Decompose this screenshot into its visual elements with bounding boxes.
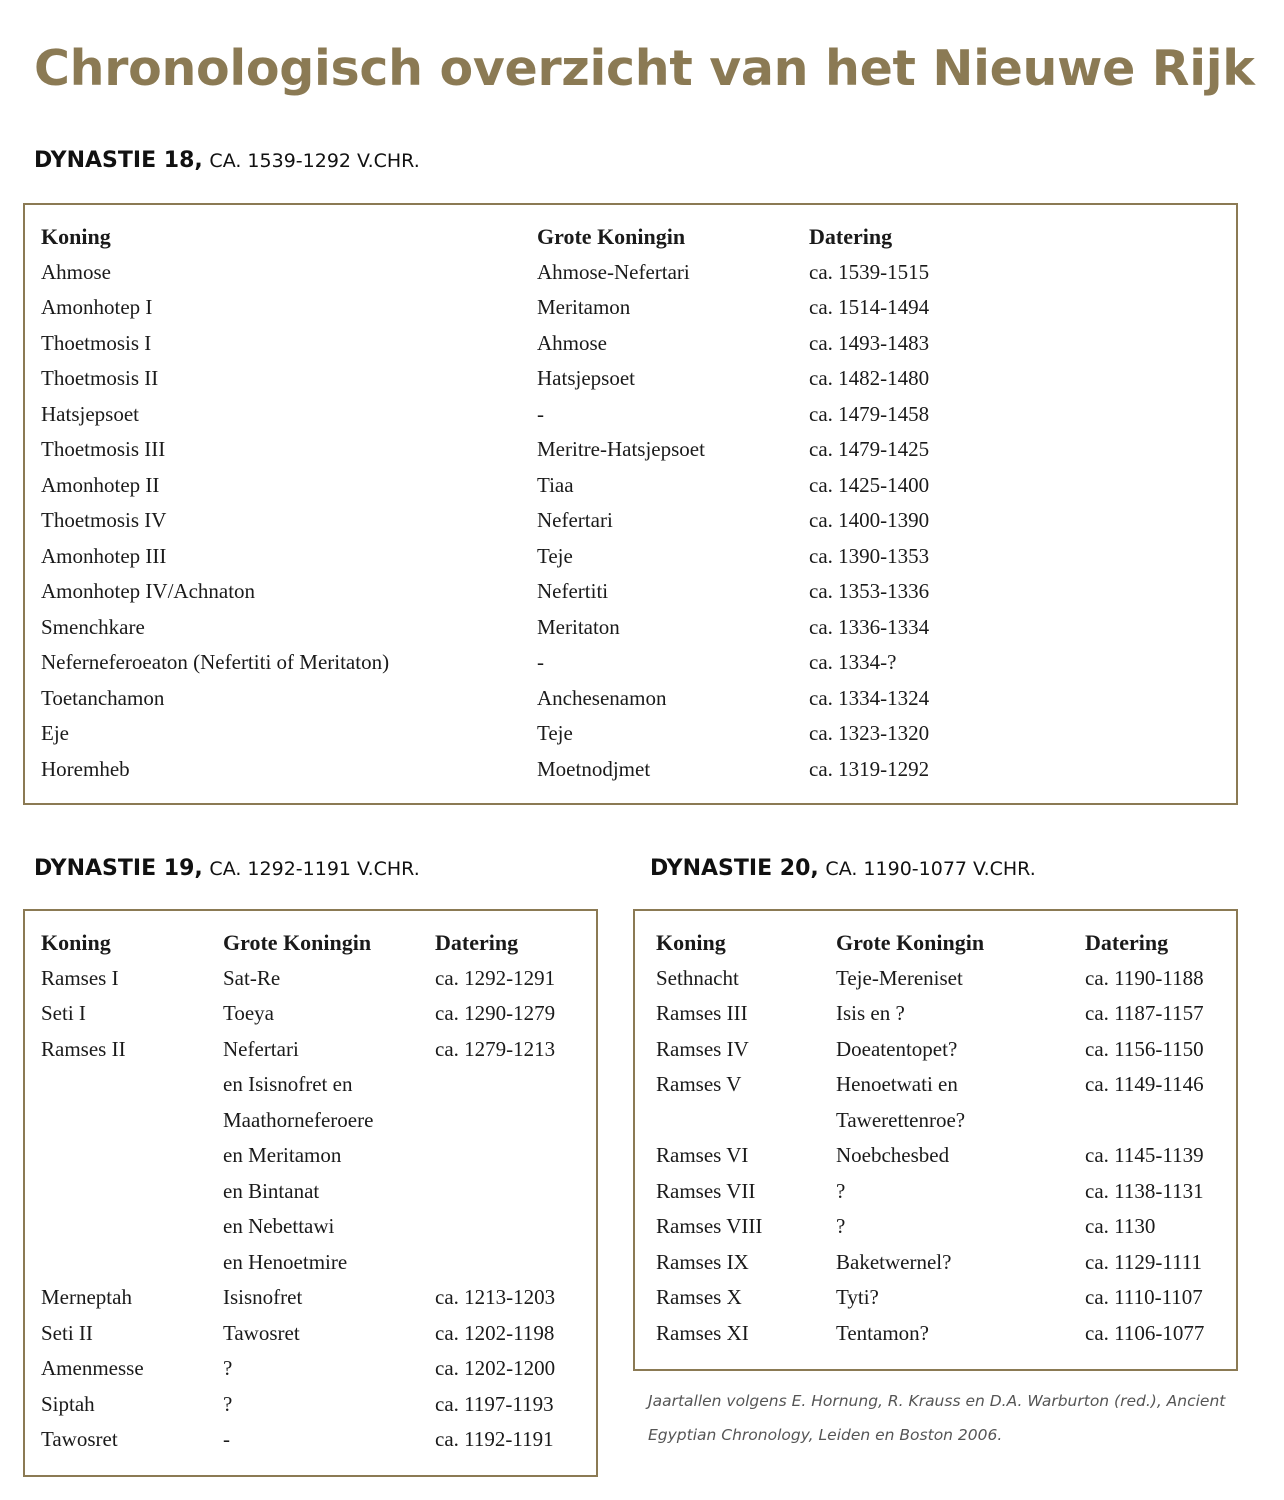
cell-koningin: ? <box>836 1178 846 1203</box>
cell-koning: Eje <box>41 721 69 745</box>
cell-koningin: Tiaa <box>537 472 574 497</box>
page-title: Chronologisch overzicht van het Nieuwe Rijk <box>34 40 1255 97</box>
cell-koning: Ramses X <box>656 1285 742 1309</box>
table-row <box>635 1280 1236 1316</box>
table-row <box>25 468 1236 504</box>
cell-koningin: Tyti? <box>836 1285 879 1309</box>
cell-koningin: Meritre-Hatsjepsoet <box>537 437 705 461</box>
dynasty-20-table <box>633 909 1238 1371</box>
cell-koning: Amonhotep II <box>41 472 160 497</box>
cell-datering: ca. 1334-1324 <box>809 685 930 710</box>
table-row <box>635 1316 1236 1352</box>
table-row <box>25 1103 596 1139</box>
table-row <box>25 1316 596 1352</box>
cell-koning: Neferneferoeaton (Nefertiti of Meritaton) <box>41 650 390 674</box>
table-row <box>635 996 1236 1032</box>
table-row <box>25 645 1236 681</box>
table-row <box>25 503 1236 539</box>
cell-koning: Thoetmosis II <box>41 366 159 390</box>
cell-koningin: Baketwernel? <box>836 1249 952 1274</box>
cell-datering: ca. 1290-1279 <box>435 1001 556 1025</box>
cell-datering: ca. 1425-1400 <box>809 472 930 497</box>
cell-datering: ca. 1323-1320 <box>809 721 930 745</box>
cell-koningin: ? <box>223 1356 233 1380</box>
cell-datering: ca. 1138-1131 <box>1085 1178 1204 1203</box>
cell-koningin: Tawosret <box>223 1320 300 1345</box>
table-row <box>25 996 596 1032</box>
table-row <box>25 432 1236 468</box>
cell-koningin: Maathorneferoere <box>223 1107 374 1132</box>
table-row <box>635 1174 1236 1210</box>
cell-koning: Seti II <box>41 1320 93 1345</box>
cell-koning: Sethnacht <box>656 965 739 990</box>
table-row <box>25 1067 596 1103</box>
cell-koningin: ? <box>836 1214 846 1238</box>
cell-koning: Ramses VI <box>656 1143 749 1167</box>
table-row <box>25 1387 596 1423</box>
table-row <box>25 1032 596 1068</box>
cell-datering: ca. 1202-1200 <box>435 1356 556 1380</box>
column-header-datering: Datering <box>1085 930 1169 955</box>
cell-koningin: Noebchesbed <box>836 1143 950 1167</box>
dynasty-20-name: DYNASTIE 20, <box>650 856 819 881</box>
cell-koningin: Moetnodjmet <box>537 756 651 781</box>
table-row <box>25 1351 596 1387</box>
cell-koningin: en Meritamon <box>223 1143 342 1167</box>
cell-datering: ca. 1482-1480 <box>809 366 930 390</box>
table-row <box>25 961 596 997</box>
cell-koningin: en Nebettawi <box>223 1214 335 1238</box>
cell-datering: ca. 1353-1336 <box>809 579 930 603</box>
column-header-koningin: Grote Koningin <box>537 224 686 249</box>
cell-koningin: en Isisnofret en <box>223 1072 353 1096</box>
cell-koningin: ? <box>223 1391 233 1416</box>
cell-koning: Seti I <box>41 1001 86 1025</box>
cell-koning: Hatsjepsoet <box>41 401 139 426</box>
cell-datering: ca. 1292-1291 <box>435 965 556 990</box>
cell-koningin: Tentamon? <box>836 1320 929 1345</box>
dynasty-18-name: DYNASTIE 18, <box>34 148 203 173</box>
cell-koningin: Sat-Re <box>223 965 281 990</box>
cell-datering: ca. 1156-1150 <box>1085 1036 1204 1061</box>
cell-datering: ca. 1336-1334 <box>809 614 930 639</box>
table-row <box>25 681 1236 717</box>
cell-koning: Amonhotep III <box>41 543 167 568</box>
cell-koningin: - <box>537 650 544 674</box>
cell-datering: ca. 1202-1198 <box>435 1320 555 1345</box>
table-row <box>25 1422 596 1458</box>
cell-datering: ca. 1190-1188 <box>1085 965 1204 990</box>
cell-koningin: Teje <box>537 721 573 745</box>
cell-datering: ca. 1149-1146 <box>1085 1072 1204 1096</box>
cell-koning: Thoetmosis III <box>41 437 166 461</box>
cell-datering: ca. 1145-1139 <box>1085 1143 1204 1167</box>
dynasty-20-heading <box>650 856 1036 881</box>
table-row <box>25 539 1236 575</box>
cell-koning: Ramses III <box>656 1001 748 1025</box>
table-row <box>635 961 1236 997</box>
dyn18-header-row <box>25 219 1236 255</box>
cell-datering: ca. 1514-1494 <box>809 295 930 319</box>
cell-koning: Ramses VIII <box>656 1214 763 1238</box>
cell-koningin: Ahmose <box>537 330 607 355</box>
table-row <box>25 290 1236 326</box>
cell-datering: ca. 1106-1077 <box>1085 1320 1205 1345</box>
dynasty-19-name: DYNASTIE 19, <box>34 856 203 881</box>
cell-koningin: Teje-Mereniset <box>836 965 963 990</box>
table-row <box>25 1138 596 1174</box>
cell-datering: ca. 1479-1458 <box>809 401 930 426</box>
cell-koningin: Meritamon <box>537 295 631 319</box>
table-row <box>25 1245 596 1281</box>
cell-koning: Ramses V <box>656 1072 742 1096</box>
table-row <box>635 1067 1236 1103</box>
cell-datering: ca. 1279-1213 <box>435 1036 556 1061</box>
table-row <box>635 1103 1236 1139</box>
cell-koningin: en Bintanat <box>223 1178 320 1203</box>
cell-koningin: Toeya <box>223 1001 275 1025</box>
cell-koningin: en Henoetmire <box>223 1249 348 1274</box>
cell-koning: Ramses I <box>41 965 119 990</box>
cell-datering: ca. 1130 <box>1085 1214 1156 1238</box>
cell-koningin: - <box>537 401 544 426</box>
dyn20-header-row <box>635 925 1236 961</box>
cell-datering: ca. 1334-? <box>809 650 897 674</box>
column-header-koning: Koning <box>41 930 111 955</box>
cell-koningin: Henoetwati en <box>836 1072 958 1096</box>
cell-koning: Ramses II <box>41 1036 126 1061</box>
column-header-koning: Koning <box>41 224 111 249</box>
cell-datering: ca. 1493-1483 <box>809 330 930 355</box>
cell-koning: Smenchkare <box>41 614 145 639</box>
cell-koningin: Anchesenamon <box>537 685 667 710</box>
column-header-datering: Datering <box>435 930 519 955</box>
cell-koningin: - <box>223 1427 230 1451</box>
cell-koning: Ramses VII <box>656 1178 756 1203</box>
cell-koningin: Tawerettenroe? <box>836 1107 966 1132</box>
dynasty-20-range: CA. 1190-1077 V.CHR. <box>825 858 1036 880</box>
table-row <box>25 716 1236 752</box>
cell-koning: Thoetmosis I <box>41 330 152 355</box>
cell-koning: Amonhotep I <box>41 295 153 319</box>
column-header-koningin: Grote Koningin <box>223 930 372 955</box>
cell-koningin: Nefertiti <box>537 579 609 603</box>
table-row <box>25 752 1236 788</box>
table-row <box>25 397 1236 433</box>
cell-koning: Ahmose <box>41 259 111 284</box>
table-row <box>635 1138 1236 1174</box>
table-row <box>635 1209 1236 1245</box>
cell-datering: ca. 1110-1107 <box>1085 1285 1203 1309</box>
table-row <box>25 255 1236 291</box>
cell-koningin: Nefertari <box>223 1036 299 1061</box>
cell-koningin: Hatsjepsoet <box>537 366 635 390</box>
cell-datering: ca. 1129-1111 <box>1085 1249 1203 1274</box>
cell-koningin: Ahmose-Nefertari <box>537 259 690 284</box>
cell-datering: ca. 1390-1353 <box>809 543 930 568</box>
cell-datering: ca. 1213-1203 <box>435 1285 556 1309</box>
cell-koningin: Doeatentopet? <box>836 1036 958 1061</box>
table-row <box>25 326 1236 362</box>
cell-koning: Amenmesse <box>41 1356 144 1380</box>
cell-datering: ca. 1319-1292 <box>809 756 930 781</box>
cell-koningin: Meritaton <box>537 614 620 639</box>
cell-datering: ca. 1187-1157 <box>1085 1001 1204 1025</box>
cell-koning: Ramses XI <box>656 1320 749 1345</box>
table-row <box>635 1032 1236 1068</box>
table-row <box>25 574 1236 610</box>
cell-datering: ca. 1192-1191 <box>435 1427 554 1451</box>
column-header-koningin: Grote Koningin <box>836 930 985 955</box>
cell-koning: Siptah <box>41 1391 95 1416</box>
dynasty-18-heading <box>34 148 420 173</box>
cell-koning: Ramses IX <box>656 1249 749 1274</box>
dynasty-19-range: CA. 1292-1191 V.CHR. <box>209 858 420 880</box>
cell-koning: Tawosret <box>41 1427 118 1451</box>
cell-koning: Toetanchamon <box>41 685 165 710</box>
table-row <box>25 1209 596 1245</box>
table-row <box>25 1174 596 1210</box>
dynasty-18-table <box>23 203 1238 805</box>
cell-koning: Ramses IV <box>656 1036 749 1061</box>
footnote: Jaartallen volgens E. Hornung, R. Krauss en D.A. Warburton (red.), Ancient Egyptian Chronology, Leiden en Boston 2006. <box>648 1392 1226 1444</box>
cell-koningin: Teje <box>537 543 573 568</box>
table-row <box>25 361 1236 397</box>
dynasty-19-table <box>23 909 598 1477</box>
cell-datering: ca. 1400-1390 <box>809 508 930 532</box>
cell-koning: Merneptah <box>41 1285 132 1309</box>
cell-koningin: Nefertari <box>537 508 613 532</box>
cell-koning: Thoetmosis IV <box>41 508 167 532</box>
cell-koning: Amonhotep IV/Achnaton <box>41 579 256 603</box>
column-header-koning: Koning <box>656 930 726 955</box>
dyn19-header-row <box>25 925 596 961</box>
cell-koning: Horemheb <box>41 756 130 781</box>
table-row <box>25 610 1236 646</box>
cell-koningin: Isis en ? <box>836 1001 905 1025</box>
cell-datering: ca. 1197-1193 <box>435 1391 554 1416</box>
dynasty-18-range: CA. 1539-1292 V.CHR. <box>209 150 420 172</box>
cell-koningin: Isisnofret <box>223 1285 303 1309</box>
cell-datering: ca. 1479-1425 <box>809 437 930 461</box>
cell-datering: ca. 1539-1515 <box>809 259 930 284</box>
table-row <box>635 1245 1236 1281</box>
table-row <box>25 1280 596 1316</box>
dynasty-19-heading <box>34 856 420 881</box>
column-header-datering: Datering <box>809 224 893 249</box>
